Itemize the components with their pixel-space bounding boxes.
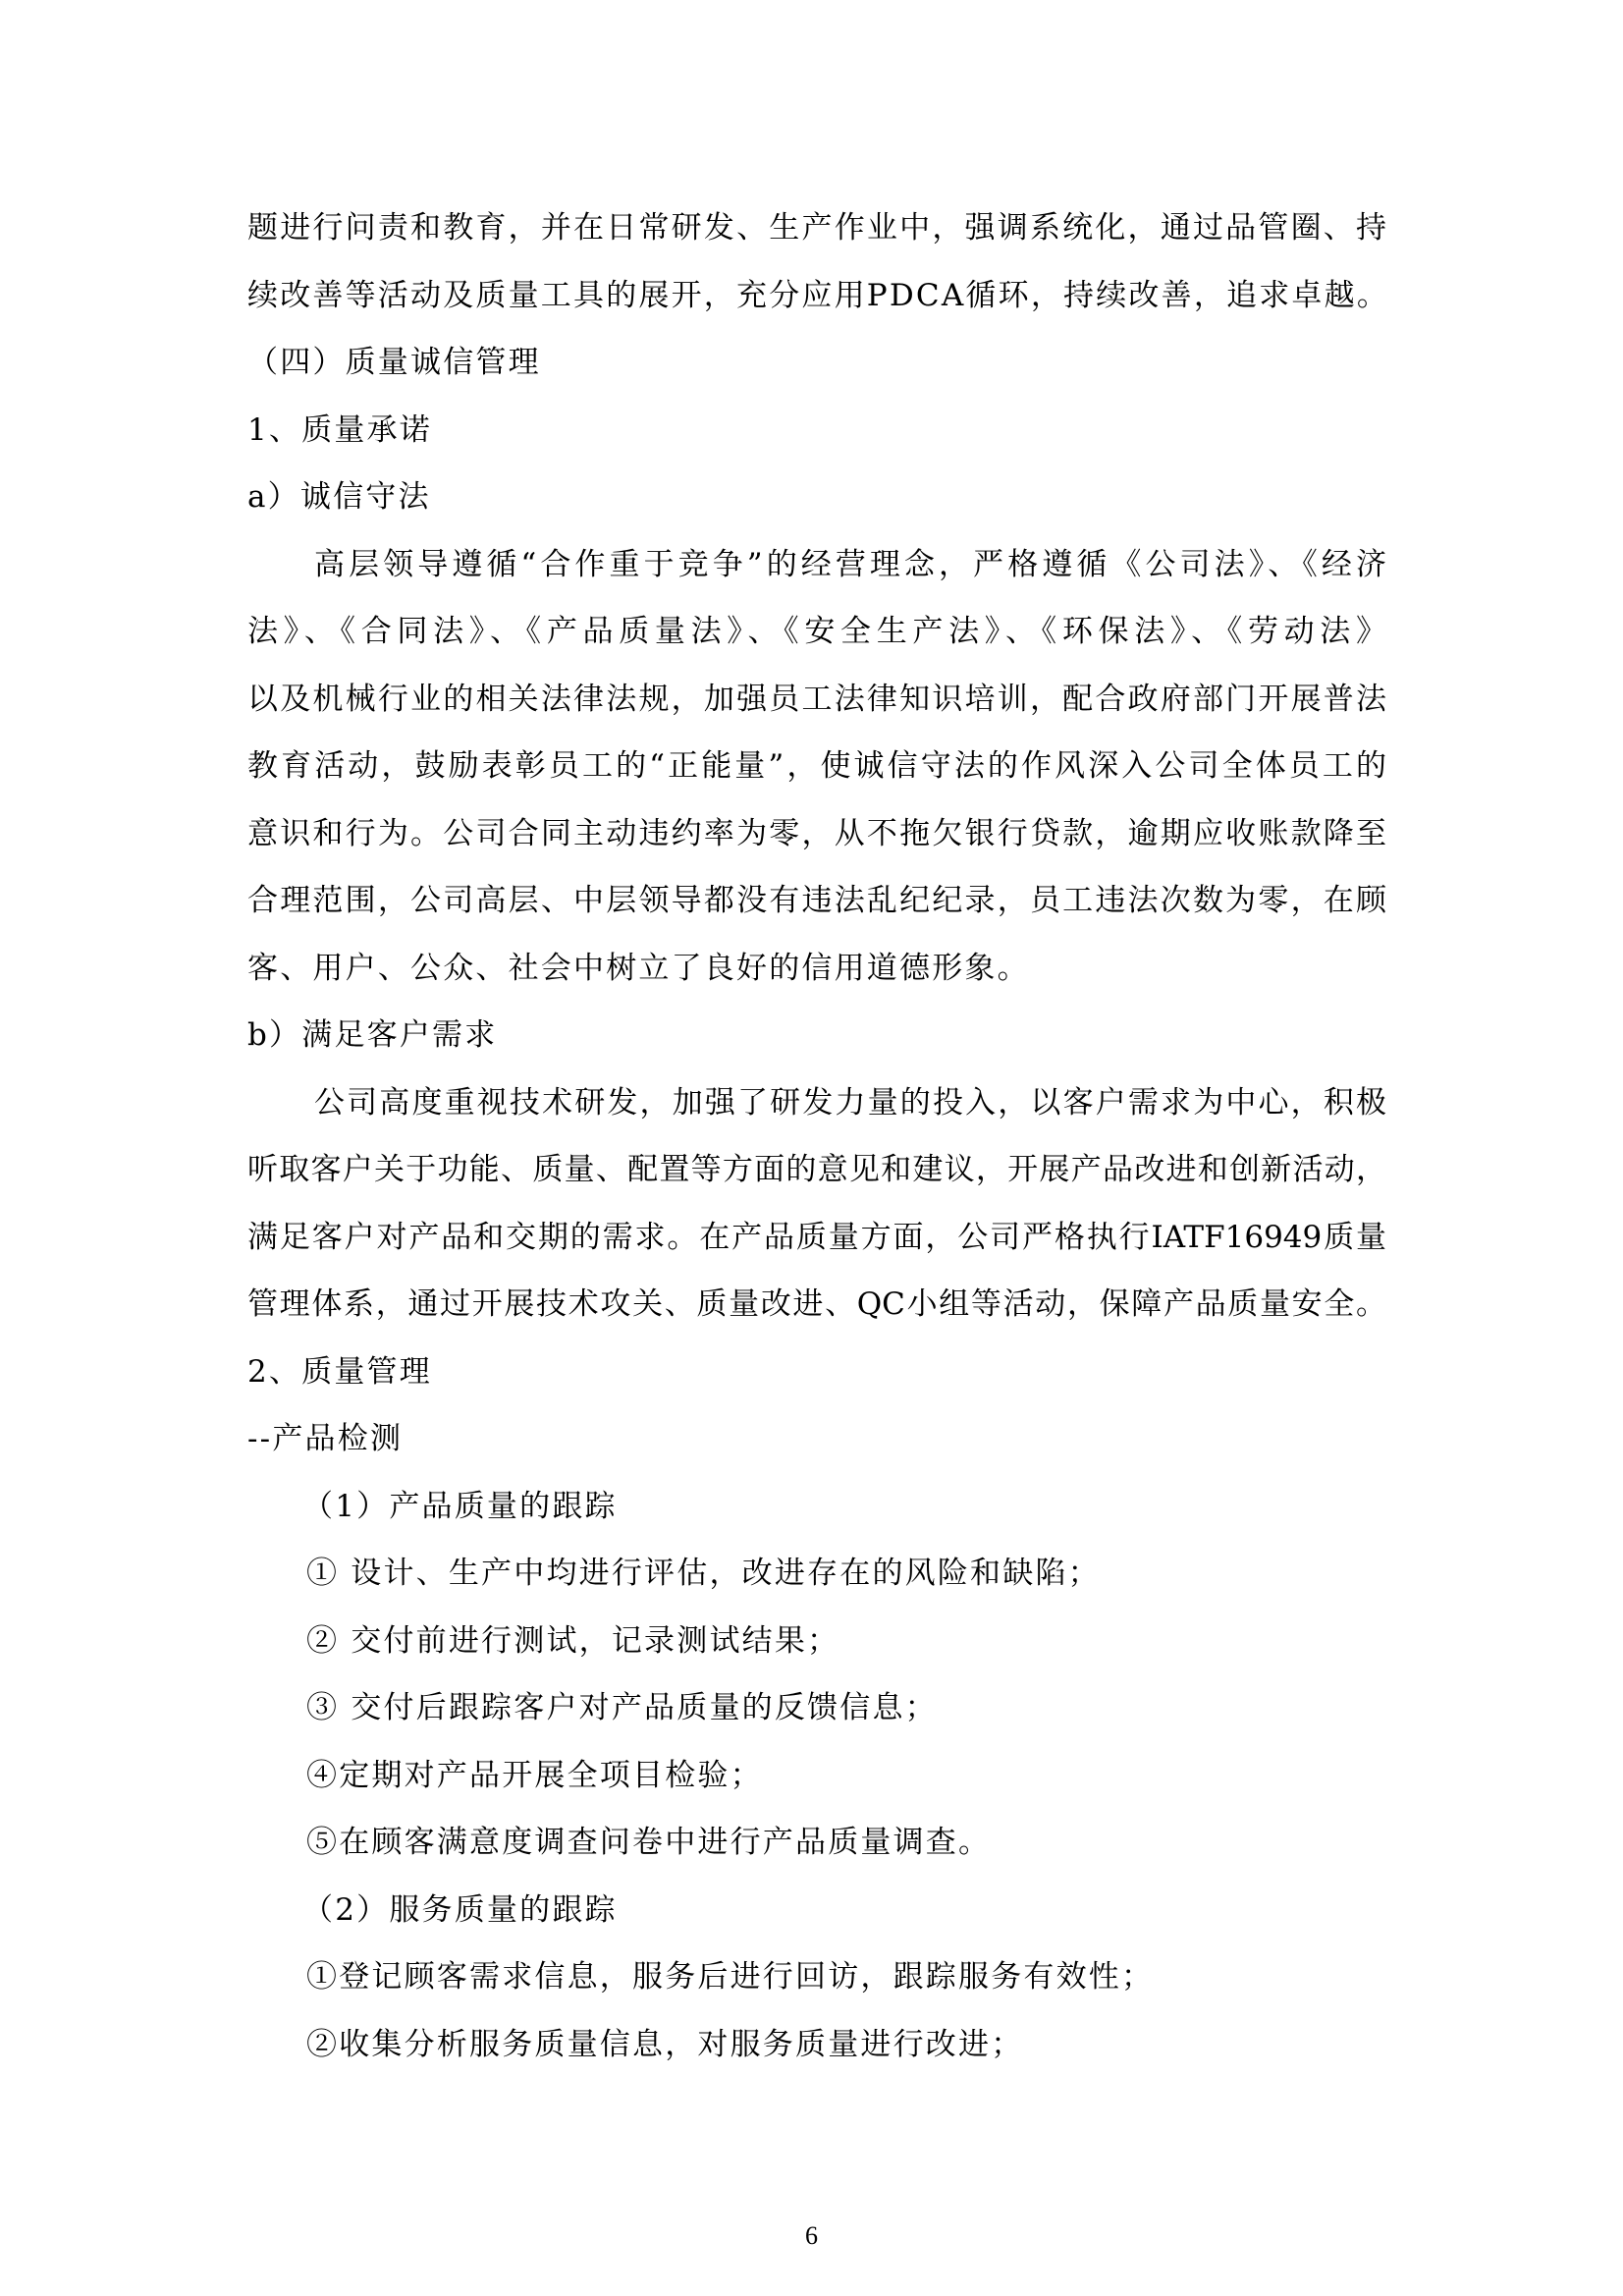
subsection-heading-quality-commitment: 1、质量承诺 (247, 411, 432, 448)
list-product-tracking (247, 1540, 1386, 1877)
paragraph-line: 法》、《合同法》、《产品质量法》、《安全生产法》、《环保法》、《劳动法》 (247, 614, 1386, 649)
paragraph-integrity (247, 531, 1386, 1003)
list-item: ① 设计、生产中均进行评估，改进存在的风险和缺陷； (306, 1556, 1101, 1591)
paragraph-line: 合理范围，公司高层、中层领导都没有违法乱纪纪录，员工违法次数为零，在顾 (247, 883, 1386, 918)
item-heading-integrity: a）诚信守法 (247, 479, 431, 515)
list-item: ④定期对产品开展全项目检验； (306, 1757, 763, 1793)
page-body (247, 194, 1390, 2078)
list-item: ①登记顾客需求信息，服务后进行回访，跟踪服务有效性； (306, 1959, 1155, 1995)
paragraph-line: 公司高度重视技术研发，加强了研发力量的投入，以客户需求为中心，积极 (314, 1084, 1386, 1121)
paragraph-line: 以及机械行业的相关法律法规，加强员工法律知识培训，配合政府部门开展普法 (247, 681, 1386, 717)
paragraph-line: 客、用户、公众、社会中树立了良好的信用道德形象。 (247, 950, 1030, 986)
paragraph-line: 听取客户关于功能、质量、配置等方面的意见和建议，开展产品改进和创新活动， (247, 1152, 1386, 1187)
list-item: ⑤在顾客满意度调查问卷中进行产品质量调查。 (306, 1825, 992, 1860)
paragraph-customer-needs (247, 1069, 1386, 1339)
list-item: ②收集分析服务质量信息，对服务质量进行改进； (306, 2026, 1024, 2062)
item-heading-customer-needs: b）满足客户需求 (247, 1017, 498, 1053)
paragraph-line: 教育活动，鼓励表彰员工的“正能量”，使诚信守法的作风深入公司全体员工的 (247, 748, 1386, 784)
list-item: ③ 交付后跟踪客户对产品质量的反馈信息； (306, 1690, 938, 1725)
list-service-tracking (247, 1943, 1386, 2078)
list-item: ② 交付前进行测试，记录测试结果； (306, 1622, 840, 1659)
paragraph-line: 管理体系，通过开展技术攻关、质量改进、QC小组等活动，保障产品质量安全。 (247, 1286, 1386, 1322)
list-heading-product-tracking: （1）产品质量的跟踪 (302, 1488, 618, 1524)
paragraph-line: 续改善等活动及质量工具的展开，充分应用PDCA循环，持续改善，追求卓越。 (247, 277, 1390, 313)
continuation-paragraph (247, 194, 1390, 329)
paragraph-line: 题进行问责和教育，并在日常研发、生产作业中，强调系统化，通过品管圈、持 (247, 210, 1386, 246)
list-heading-service-tracking: （2）服务质量的跟踪 (302, 1891, 618, 1928)
paragraph-line: 高层领导遵循“合作重于竞争”的经营理念，严格遵循《公司法》、《经济 (314, 546, 1386, 582)
paragraph-line: 意识和行为。公司合同主动违约率为零，从不拖欠银行贷款，逾期应收账款降至 (247, 815, 1386, 851)
subsection-heading-quality-management: 2、质量管理 (247, 1353, 432, 1390)
page-number: 6 (805, 2221, 818, 2250)
paragraph-line: 满足客户对产品和交期的需求。在产品质量方面，公司严格执行IATF16949质量 (247, 1219, 1386, 1255)
subheading-product-inspection: --产品检测 (247, 1421, 404, 1456)
section-heading: （四）质量诚信管理 (247, 345, 541, 380)
